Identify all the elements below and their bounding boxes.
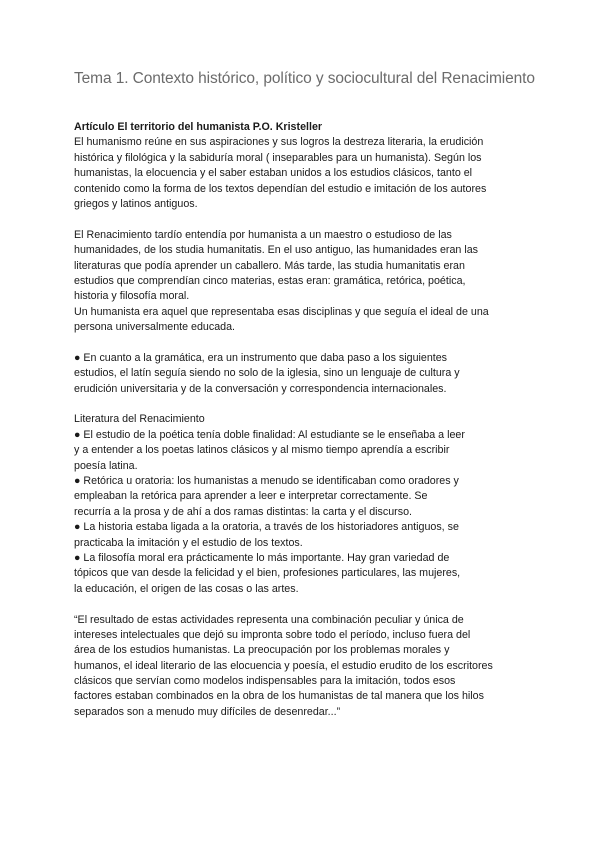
- page-title: Tema 1. Contexto histórico, político y sociocultural del Renacimiento: [74, 70, 535, 87]
- quote-line: separados son a menudo muy difíciles de desenredar...”: [74, 705, 341, 718]
- text-line: historia y filosofía moral.: [74, 290, 190, 303]
- paragraph-humanismo: [74, 135, 544, 212]
- text-line: contenido como la forma de los textos dependían del estudio e imitación de los autores: [74, 182, 487, 195]
- text-line: humanistas, la elocuencia y el saber estaban unidos a los estudios clásicos, tanto el: [74, 167, 473, 180]
- bullet-line: ● En cuanto a la gramática, era un instrumento que daba paso a los siguientes: [74, 351, 448, 364]
- text-line: practicaba la imitación y el estudio de los textos.: [74, 536, 303, 549]
- paragraph-renacimiento: [74, 228, 544, 336]
- text-line: tópicos que van desde la felicidad y el bien, profesiones particulares, las mujeres,: [74, 567, 461, 580]
- text-line: erudición universitaria y de la conversación y correspondencia internacionales.: [74, 382, 447, 395]
- quote-block: [74, 613, 544, 721]
- text-line: la educación, el origen de las cosas o las artes.: [74, 582, 299, 595]
- quote-line: “El resultado de estas actividades representa una combinación peculiar y única de: [74, 613, 464, 626]
- text-line: humanidades, de los studia humanitatis. En el uso antiguo, las humanidades eran las: [74, 244, 479, 257]
- text-line: estudios que comprendían cinco materias, estas eran: gramática, retórica, poética,: [74, 274, 466, 287]
- paragraph-spacer: [74, 212, 544, 227]
- paragraph-literatura: [74, 428, 544, 597]
- quote-line: clásicos que servían como modelos indispensables para la imitación, todos esos: [74, 675, 456, 688]
- bullet-line: ● El estudio de la poética tenía doble finalidad: Al estudiante se le enseñaba a leer: [74, 428, 465, 441]
- paragraph-spacer: [74, 335, 544, 350]
- paragraph-gramatica: [74, 351, 544, 397]
- section-heading-literatura: Literatura del Renacimiento: [74, 413, 205, 426]
- bullet-line: ● Retórica u oratoria: los humanistas a menudo se identificaban como oradores y: [74, 474, 459, 487]
- quote-line: humanos, el ideal literario de las elocuencia y poesía, el estudio erudito de los escritores: [74, 659, 493, 672]
- article-heading: Artículo El territorio del humanista P.O. Kristeller: [74, 121, 323, 133]
- paragraph-spacer: [74, 397, 544, 412]
- bullet-line: ● La filosofía moral era prácticamente lo más importante. Hay gran variedad de: [74, 551, 450, 564]
- text-line: y a entender a los poetas latinos clásicos y al mismo tiempo aprendía a escribir: [74, 444, 450, 457]
- text-line: poesía latina.: [74, 459, 138, 472]
- paragraph-spacer: [74, 597, 544, 612]
- text-line: empleaban la retórica para aprender a leer e interpretar correctamente. Se: [74, 490, 428, 503]
- text-line: histórica y filológica y la sabiduría moral ( inseparables para un humanista). Según los: [74, 151, 482, 164]
- text-line: recurría a la prosa y de ahí a dos ramas distintas: la carta y el discurso.: [74, 505, 412, 518]
- text-line: El humanismo reúne en sus aspiraciones y sus logros la destreza literaria, la erudición: [74, 136, 484, 149]
- text-line: griegos y latinos antiguos.: [74, 197, 198, 210]
- text-line: literaturas que podía aprender un caballero. Más tarde, las studia humanitatis eran: [74, 259, 465, 272]
- text-line: El Renacimiento tardío entendía por humanista a un maestro o estudioso de las: [74, 228, 452, 241]
- document-body: [74, 120, 544, 720]
- bullet-line: ● La historia estaba ligada a la oratoria, a través de los historiadores antiguos, se: [74, 521, 459, 534]
- quote-line: área de los estudios humanistas. La preocupación por los problemas morales y: [74, 644, 450, 657]
- text-line: estudios, el latín seguía siendo no solo de la iglesia, sino un lenguaje de cultura y: [74, 367, 460, 380]
- text-line: Un humanista era aquel que representaba esas disciplinas y que seguía el ideal de una: [74, 305, 489, 318]
- quote-line: intereses intelectuales que dejó su impronta sobre todo el período, incluso fuera del: [74, 628, 471, 641]
- quote-line: factores estaban combinados en la obra de los humanistas de tal manera que los hilos: [74, 690, 484, 703]
- text-line: persona universalmente educada.: [74, 321, 236, 334]
